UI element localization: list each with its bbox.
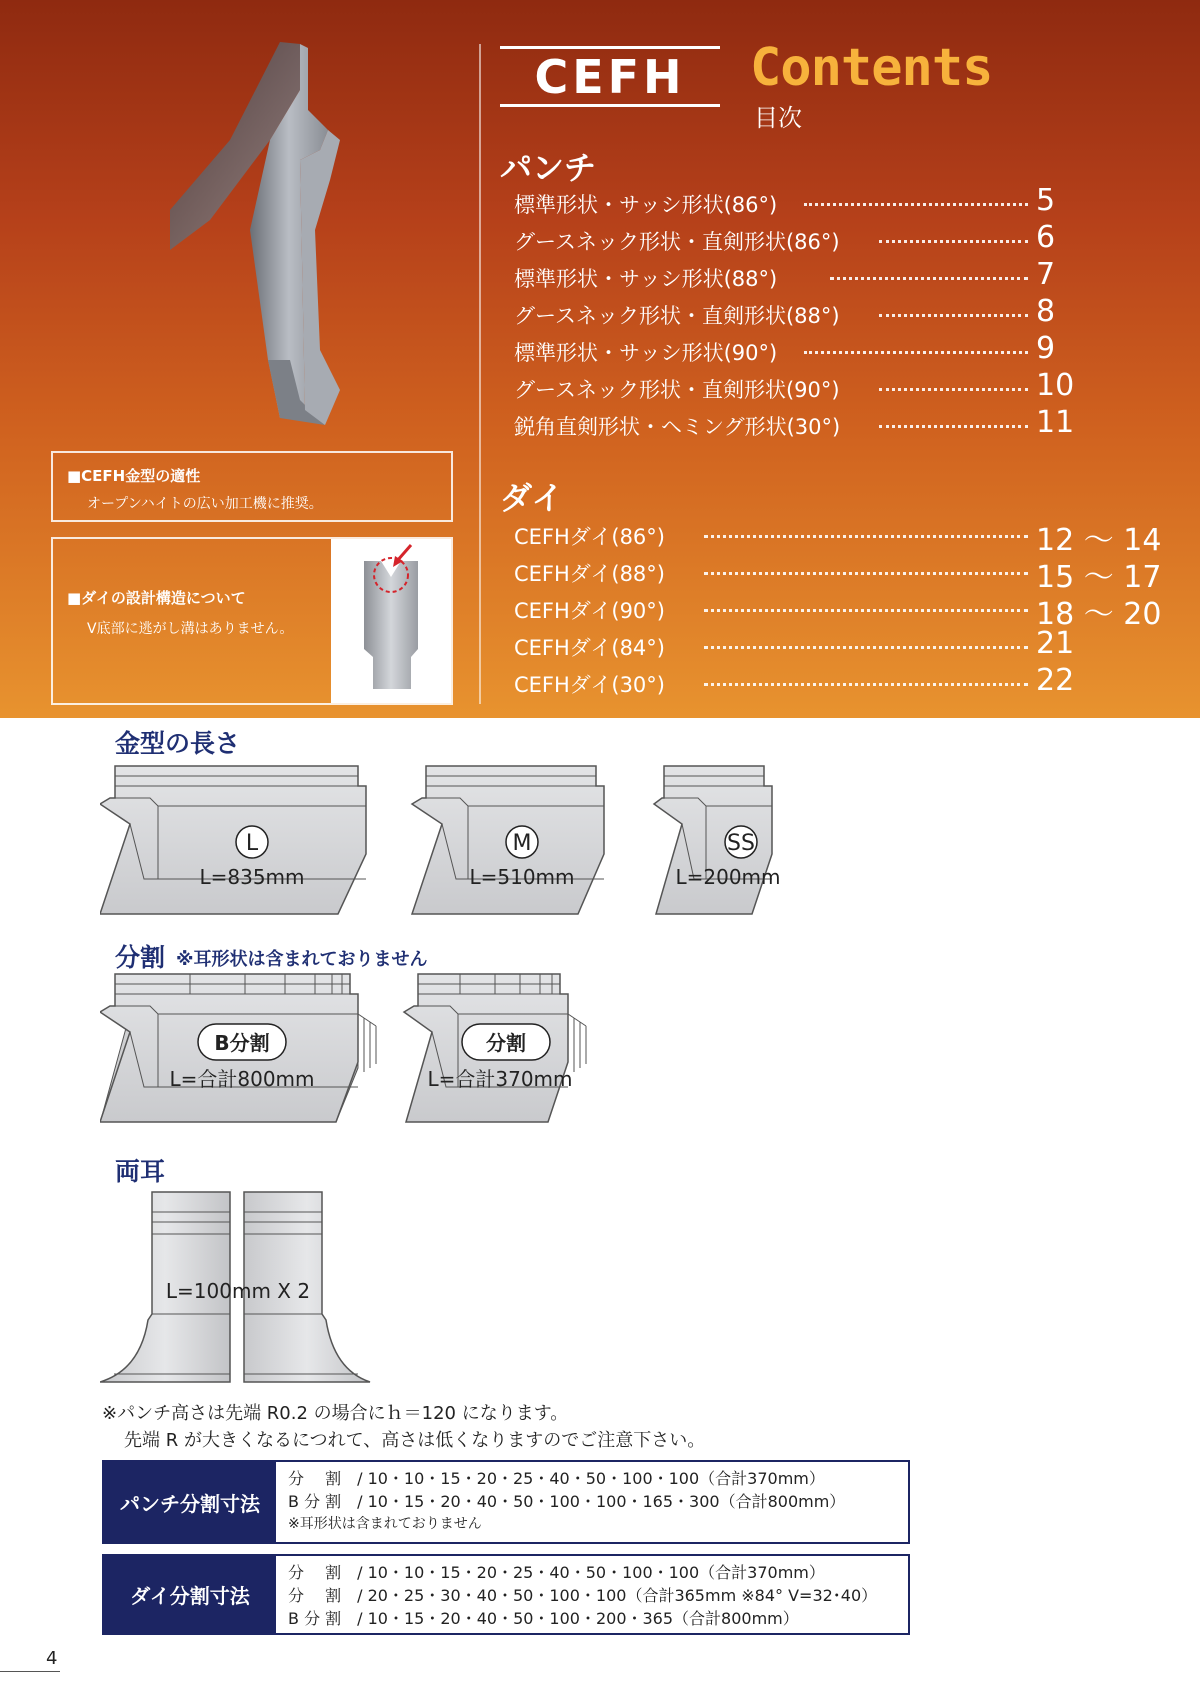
- toc-page-number: 9: [1036, 331, 1056, 366]
- punch-tool-image: [150, 30, 360, 430]
- length-M: L=510mm: [469, 865, 575, 889]
- toc-row[interactable]: [514, 185, 1164, 219]
- toc-label: CEFHダイ(30°): [514, 673, 665, 697]
- toc-label: 標準形状・サッシ形状(88°): [514, 267, 778, 291]
- die-design-title: ■ダイの設計構造について: [67, 589, 246, 607]
- punch-split-table: [102, 1460, 910, 1544]
- length-B-split: L=合計800mm: [169, 1067, 315, 1091]
- suitability-text: オープンハイトの広い加工機に推奨。: [87, 496, 323, 512]
- punch-height-notes: [102, 1400, 705, 1454]
- badge-M: M: [512, 831, 532, 856]
- toc-row[interactable]: [514, 407, 1164, 441]
- toc-page-number: 12 〜 14: [1036, 523, 1162, 558]
- punch-split-body: [276, 1462, 908, 1542]
- toc-page-number: 6: [1036, 220, 1056, 255]
- die-cross-section-image: [331, 539, 451, 703]
- cefh-logo: [500, 46, 720, 110]
- lengths-title: 金型の長さ: [115, 729, 241, 758]
- contents-title: Contents: [750, 38, 993, 98]
- toc-leader-dots: [879, 425, 1028, 428]
- length-L: L=835mm: [199, 865, 305, 889]
- punch-split-row: B 分 割 / 10・15・20・40・50・100・100・165・300（合計800mm）: [288, 1492, 846, 1511]
- ears-title: 両耳: [115, 1157, 166, 1186]
- toc-page-number: 8: [1036, 294, 1056, 329]
- punch-M-diagram: [412, 766, 604, 914]
- toc-page-number: 5: [1036, 183, 1056, 218]
- die-split-row: 分 割 / 20・25・30・40・50・100・100（合計365mm ※84° V=32･40）: [288, 1586, 878, 1605]
- note-line-1: ※パンチ高さは先端 R0.2 の場合にｈ＝120 になります。: [102, 1403, 569, 1424]
- toc-leader-dots: [830, 277, 1028, 280]
- die-split-table: [102, 1554, 910, 1635]
- toc-row[interactable]: [514, 259, 1164, 293]
- toc-leader-dots: [804, 203, 1028, 206]
- die-heading: ダイ: [500, 479, 564, 517]
- badge-B-split: B分割: [214, 1031, 270, 1055]
- die-split-body: [276, 1556, 908, 1633]
- punch-heading: パンチ: [500, 149, 597, 187]
- toc-row[interactable]: [514, 628, 1164, 662]
- toc-row[interactable]: [514, 370, 1164, 404]
- toc-label: グースネック形状・直剣形状(90°): [514, 378, 840, 402]
- toc-leader-dots: [704, 646, 1028, 649]
- toc-leader-dots: [704, 683, 1028, 686]
- toc-leader-dots: [879, 314, 1028, 317]
- die-split-row: 分 割 / 10・10・15・20・25・40・50・100・100（合計370mm）: [288, 1563, 825, 1582]
- toc-row[interactable]: [514, 333, 1164, 367]
- toc-page-number: 21: [1036, 626, 1075, 661]
- toc-label: CEFHダイ(90°): [514, 599, 665, 623]
- toc-label: グースネック形状・直剣形状(86°): [514, 230, 840, 254]
- toc-leader-dots: [704, 609, 1028, 612]
- die-split-row: B 分 割 / 10・15・20・40・50・100・200・365（合計800mm）: [288, 1609, 799, 1628]
- suitability-title: ■CEFH金型の適性: [67, 467, 201, 485]
- toc-leader-dots: [804, 351, 1028, 354]
- badge-L: L: [245, 831, 259, 856]
- toc-page-number: 7: [1036, 257, 1056, 292]
- toc-page-number: 22: [1036, 663, 1075, 698]
- length-std-split: L=合計370mm: [427, 1067, 573, 1091]
- toc-row[interactable]: [514, 296, 1164, 330]
- note-line-2: 先端 R が大きくなるにつれて、高さは低くなりますのでご注意下さい。: [124, 1430, 706, 1451]
- contents-subtitle: 目次: [754, 104, 802, 132]
- toc-leader-dots: [879, 240, 1028, 243]
- toc-row[interactable]: [514, 554, 1164, 595]
- die-design-box: [51, 537, 453, 705]
- punch-split-note: ※耳形状は含まれておりません: [288, 1516, 482, 1532]
- badge-SS: SS: [727, 831, 755, 856]
- toc-label: 標準形状・サッシ形状(86°): [514, 193, 778, 217]
- toc-label: グースネック形状・直剣形状(88°): [514, 304, 840, 328]
- suitability-box: [51, 451, 453, 522]
- toc-label: 鋭角直剣形状・ヘミング形状(30°): [514, 415, 841, 439]
- badge-std-split: 分割: [486, 1031, 526, 1055]
- toc-leader-dots: [704, 535, 1028, 538]
- toc-label: CEFHダイ(86°): [514, 525, 665, 549]
- toc-label: CEFHダイ(84°): [514, 636, 665, 660]
- die-design-text: V底部に逃がし溝はありません。: [87, 621, 294, 637]
- ears-diagram: [100, 1190, 380, 1386]
- toc-leader-dots: [879, 388, 1028, 391]
- split-note: ※耳形状は含まれておりません: [176, 949, 428, 970]
- page-number: 4: [46, 1648, 58, 1669]
- punch-L-diagram: [100, 766, 366, 914]
- header-banner: [0, 0, 1200, 718]
- punch-split-header: パンチ分割寸法: [104, 1462, 276, 1542]
- punch-split-row: 分 割 / 10・10・15・20・25・40・50・100・100（合計370mm）: [288, 1469, 825, 1488]
- page-number-rule: [0, 1671, 60, 1672]
- banner-divider: [479, 44, 481, 704]
- die-split-header: ダイ分割寸法: [104, 1556, 276, 1633]
- toc-leader-dots: [704, 572, 1028, 575]
- toc-page-number: 10: [1036, 368, 1075, 403]
- lengths-diagrams: [100, 764, 790, 924]
- split-title: 分割: [115, 943, 166, 972]
- toc-row[interactable]: [514, 665, 1164, 699]
- ears-length: L=100mm X 2: [165, 1279, 311, 1303]
- toc-page-number: 15 〜 17: [1036, 560, 1162, 595]
- logo-text: CEFH: [534, 50, 686, 104]
- split-diagrams: [100, 972, 600, 1132]
- toc-page-number: 11: [1036, 405, 1075, 440]
- length-SS: L=200mm: [675, 865, 781, 889]
- toc-label: CEFHダイ(88°): [514, 562, 665, 586]
- toc-row[interactable]: [514, 591, 1164, 632]
- toc-row[interactable]: [514, 517, 1164, 558]
- toc-row[interactable]: [514, 222, 1164, 256]
- toc-page-number: 18 〜 20: [1036, 597, 1162, 632]
- toc-label: 標準形状・サッシ形状(90°): [514, 341, 778, 365]
